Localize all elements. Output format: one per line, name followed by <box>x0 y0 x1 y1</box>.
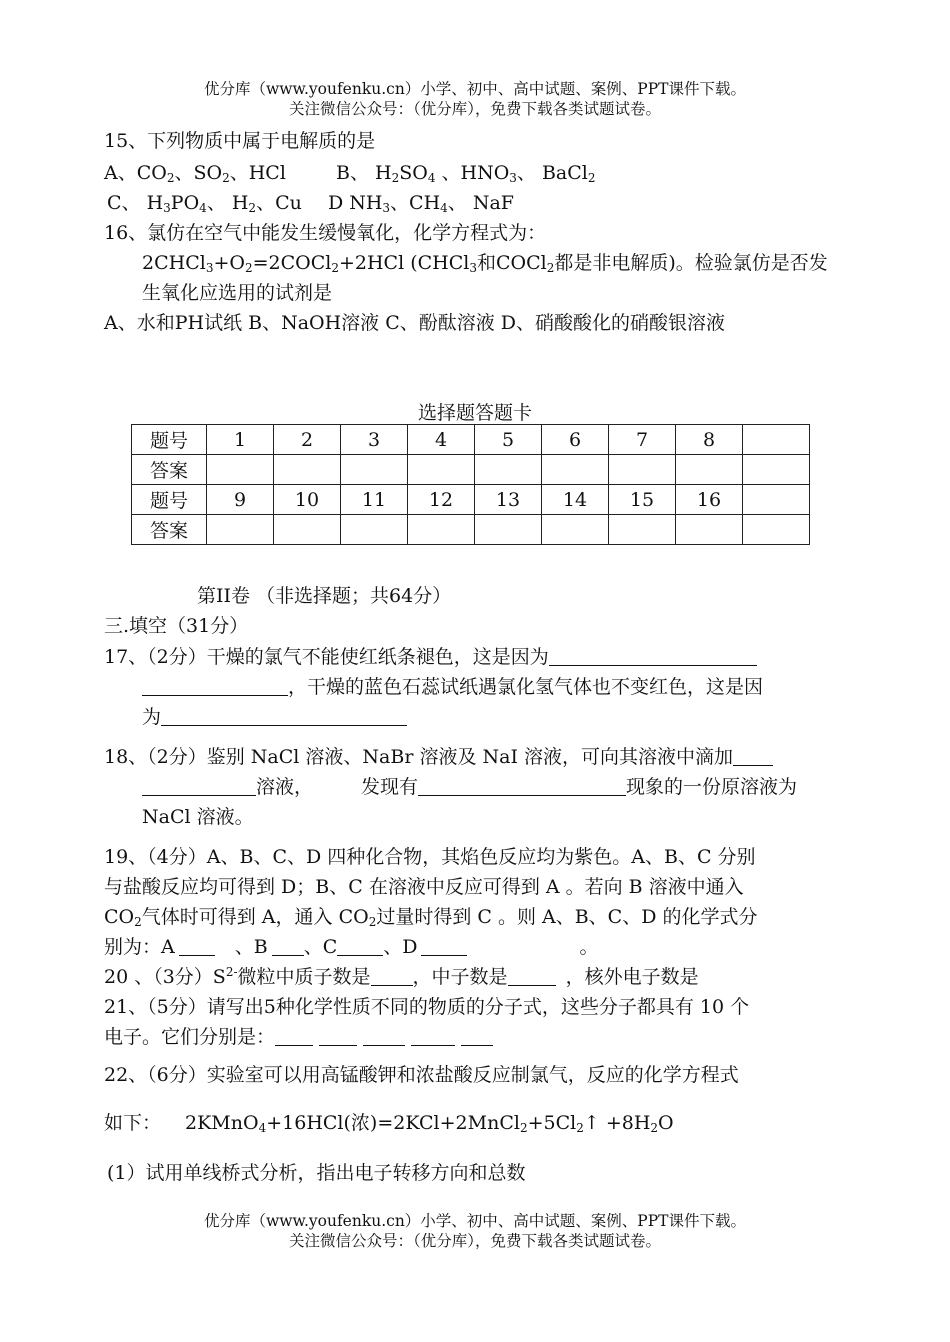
question-number: 8 <box>676 425 743 455</box>
answer-blank[interactable] <box>418 777 626 796</box>
q18-line1: 18、（2分）鉴别 NaCl 溶液、NaBr 溶液及 NaI 溶液，可向其溶液中滴加 <box>104 742 773 769</box>
q16-stem-cont: 生氧化应选用的试剂是 <box>142 282 333 304</box>
answer-cell[interactable] <box>542 455 609 485</box>
answer-blank[interactable] <box>142 777 256 796</box>
answer-blank[interactable] <box>275 1027 313 1046</box>
q22-subquestion-1: (1）试用单线桥式分析，指出电子转移方向和总数 <box>107 1162 526 1184</box>
table-row <box>132 485 810 515</box>
part2-title: 第II卷 （非选择题；共64分） <box>197 585 452 607</box>
question-number: 9 <box>207 485 274 515</box>
question-number: 15 <box>609 485 676 515</box>
answer-cell[interactable] <box>207 455 274 485</box>
question-number: 1 <box>207 425 274 455</box>
question-number <box>743 425 810 455</box>
answer-blank[interactable] <box>411 1027 455 1046</box>
answer-cell[interactable] <box>341 455 408 485</box>
answer-blank[interactable] <box>319 1027 357 1046</box>
question-number: 16 <box>676 485 743 515</box>
answer-blank[interactable] <box>421 937 467 956</box>
answer-card-title: 选择题答题卡 <box>417 402 532 424</box>
q16-equation: $2CHCl_3+O_2=2COCl_2+2HCl$ (CHCl$_3$和COCl$_2$都是非电解质)。检验氯仿是否发 <box>142 252 828 275</box>
answer-blank[interactable] <box>363 1027 405 1046</box>
q17-line1: 17、（2分）干燥的氯气不能使红纸条褪色，这是因为 <box>104 642 757 669</box>
label-question-no: 题号 <box>132 485 207 515</box>
answer-cell[interactable] <box>274 455 341 485</box>
q19-line4: 别为：A 、B 、C 、D 。 <box>104 936 599 958</box>
q16-stem: 16、氯仿在空气中能发生缓慢氧化，化学方程式为： <box>104 222 547 244</box>
question-number: 10 <box>274 485 341 515</box>
q22-equation: 如下： 2KMnO$_4$+16HCl(浓)$=2KCl+2MnCl_2+5Cl_2↑ +8H_2O$ <box>104 1112 674 1135</box>
answer-cell[interactable] <box>609 455 676 485</box>
q19-line1: 19、（4分）A、B、C、D 四种化合物，其焰色反应均为紫色。A、B、C 分别 <box>104 846 756 868</box>
answer-blank[interactable] <box>179 937 215 956</box>
question-number: 11 <box>341 485 408 515</box>
answer-blank[interactable] <box>337 937 383 956</box>
answer-blank[interactable] <box>272 937 304 956</box>
question-number: 3 <box>341 425 408 455</box>
q15-options-cd: C、 $H_3PO_4$、 $H_2$、Cu D $NH_3$、$CH_4$、 NaF <box>107 192 514 215</box>
answer-blank[interactable] <box>142 677 288 696</box>
section-title: 三.填空（31分） <box>104 615 249 637</box>
page-footer-line1: 优分库（www.youfenku.cn）小学、初中、高中试题、案例、PPT课件下载。 <box>203 1212 747 1230</box>
answer-cell[interactable] <box>743 515 810 545</box>
answer-blank[interactable] <box>733 747 773 766</box>
label-question-no: 题号 <box>132 425 207 455</box>
answer-blank[interactable] <box>508 967 556 986</box>
q21-line1: 21、（5分）请写出5种化学性质不同的物质的分子式，这些分子都具有 10 个 <box>104 996 750 1018</box>
answer-cell[interactable] <box>542 515 609 545</box>
label-answer: 答案 <box>132 515 207 545</box>
q16-options: A、水和PH试纸 B、NaOH溶液 C、酚酞溶液 D、硝酸酸化的硝酸银溶液 <box>104 312 726 334</box>
answer-cell[interactable] <box>408 455 475 485</box>
q15-options-ab: A、$CO_2$、$SO_2$、HCl B、 $H_2SO_4$ 、$HNO_3$、 BaCl$_2$ <box>104 162 596 185</box>
answer-cell[interactable] <box>408 515 475 545</box>
q21-line2: 电子。它们分别是： <box>104 1022 493 1049</box>
answer-cell[interactable] <box>341 515 408 545</box>
q18-line2: 溶液， 发现有 现象的一份原溶液为 <box>142 772 797 799</box>
table-row <box>132 515 810 545</box>
answer-cell[interactable] <box>743 455 810 485</box>
answer-cell[interactable] <box>475 515 542 545</box>
q18-line3: NaCl 溶液。 <box>142 806 254 828</box>
table-row <box>132 455 810 485</box>
answer-cell[interactable] <box>676 455 743 485</box>
question-number: 2 <box>274 425 341 455</box>
page-header-line1: 优分库（www.youfenku.cn）小学、初中、高中试题、案例、PPT课件下载。 <box>203 80 747 98</box>
question-number: 7 <box>609 425 676 455</box>
page-header-line2: 关注微信公众号：（优分库），免费下载各类试题试卷。 <box>288 100 661 118</box>
question-number: 4 <box>408 425 475 455</box>
answer-card-table <box>131 424 810 545</box>
answer-blank[interactable] <box>461 1027 493 1046</box>
answer-blank[interactable] <box>549 647 757 666</box>
label-answer: 答案 <box>132 455 207 485</box>
question-number: 13 <box>475 485 542 515</box>
q17-line3: 为 <box>142 702 407 729</box>
q17-line2: ，干燥的蓝色石蕊试纸遇氯化氢气体也不变红色，这是因 <box>142 672 763 699</box>
table-row <box>132 425 810 455</box>
question-number: 14 <box>542 485 609 515</box>
page-footer-line2: 关注微信公众号：（优分库），免费下载各类试题试卷。 <box>288 1232 661 1250</box>
q19-line3: $CO_2$气体时可得到 A，通入 $CO_2$过量时得到 C 。则 A、B、C、D 的化学式分 <box>104 906 758 929</box>
question-number <box>743 485 810 515</box>
question-number: 12 <box>408 485 475 515</box>
answer-cell[interactable] <box>207 515 274 545</box>
q19-line2: 与盐酸反应均可得到 D；B、C 在溶液中反应可得到 A 。若向 B 溶液中通入 <box>104 876 744 898</box>
answer-cell[interactable] <box>274 515 341 545</box>
answer-blank[interactable] <box>161 707 407 726</box>
q15-stem: 15、下列物质中属于电解质的是 <box>104 130 376 152</box>
q22-line1: 22、（6分）实验室可以用高锰酸钾和浓盐酸反应制氯气，反应的化学方程式 <box>104 1064 739 1086</box>
answer-cell[interactable] <box>609 515 676 545</box>
q20-line: 20 、（3分）$S^{2-}$微粒中质子数是 ，中子数是 ，核外电子数是 <box>104 965 699 988</box>
answer-cell[interactable] <box>475 455 542 485</box>
question-number: 6 <box>542 425 609 455</box>
answer-blank[interactable] <box>371 967 413 986</box>
question-number: 5 <box>475 425 542 455</box>
answer-cell[interactable] <box>676 515 743 545</box>
